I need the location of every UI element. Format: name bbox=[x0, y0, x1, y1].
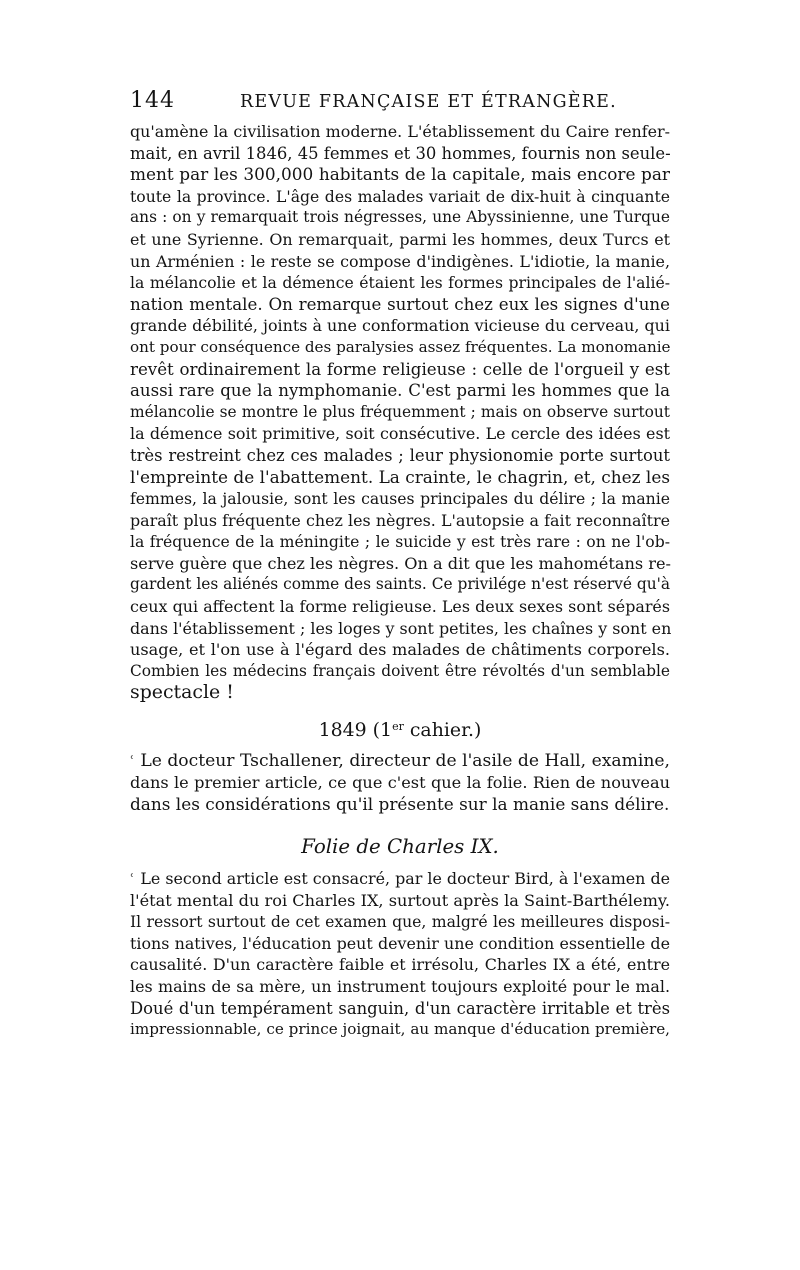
text-line: usage, et l'on use à l'égard des malades de châtiments corporels. bbox=[130, 640, 670, 660]
heading-year: 1849 bbox=[318, 719, 367, 742]
paragraph-asylum-cairo bbox=[130, 121, 670, 704]
text-line: paraît plus fréquente chez les nègres. L'autopsie a fait reconnaître bbox=[130, 510, 670, 530]
text-line: l'état mental du roi Charles IX, surtout après la Saint-Barthélemy. bbox=[130, 890, 670, 910]
text-line: Doué d'un tempérament sanguin, d'un caractère irritable et très bbox=[130, 998, 670, 1018]
paragraph-charles-ix bbox=[130, 868, 670, 1041]
text-line: la démence soit primitive, soit consécutive. Le cercle des idées est bbox=[130, 424, 670, 444]
text-line: la mélancolie et la démence étaient les formes principales de l'alié- bbox=[130, 273, 670, 293]
text-line: nation mentale. On remarque surtout chez eux les signes d'une bbox=[130, 294, 670, 314]
text-line: dans le premier article, ce que c'est que la folie. Rien de nouveau bbox=[130, 773, 670, 793]
text-line: impressionnable, ce prince joignait, au manque d'éducation première, bbox=[130, 1020, 670, 1039]
text-line: Combien les médecins français doivent être révoltés d'un semblable bbox=[130, 661, 670, 680]
running-title: REVUE FRANÇAISE ET ÉTRANGÈRE. bbox=[240, 92, 617, 112]
text-line: tions natives, l'éducation peut devenir une condition essentielle de bbox=[130, 933, 670, 953]
text-line bbox=[130, 751, 670, 773]
text-line: femmes, la jalousie, sont les causes principales du délire ; la manie bbox=[130, 489, 670, 509]
paragraph-tschallener bbox=[130, 751, 670, 816]
text-line: l'empreinte de l'abattement. La crainte, le chagrin, et, chez les bbox=[130, 466, 670, 487]
text-line: qu'amène la civilisation moderne. L'établissement du Caire renfer- bbox=[130, 122, 670, 141]
margin-mark: ʿ bbox=[130, 872, 135, 888]
text-line: grande débilité, joints à une conformation vicieuse du cerveau, qui bbox=[130, 316, 670, 336]
text-line: serve guère que chez les nègres. On a dit que les mahométans re- bbox=[130, 553, 671, 573]
heading-superscript: er bbox=[392, 720, 404, 734]
section-heading-folie: Folie de Charles IX. bbox=[301, 835, 499, 859]
text-line: toute la province. L'âge des malades variait de dix-huit à cinquante bbox=[130, 186, 670, 206]
text-line: ment par les 300,000 habitants de la capitale, mais encore par bbox=[130, 164, 670, 185]
text-line: aussi rare que la nymphomanie. C'est parmi les hommes que la bbox=[130, 381, 670, 401]
text-line: très restreint chez ces malades ; leur physionomie porte surtout bbox=[130, 445, 670, 465]
text-line: ceux qui affectent la forme religieuse. Les deux sexes sont séparés bbox=[130, 597, 670, 617]
text-line: la fréquence de la méningite ; le suicide y est très rare : on ne l'ob- bbox=[130, 532, 670, 552]
line-text: Le second article est consacré, par le docteur Bird, à l'examen de bbox=[140, 869, 671, 888]
heading-label: cahier.) bbox=[403, 719, 482, 742]
text-line: revêt ordinairement la forme religieuse : celle de l'orgueil y est bbox=[130, 359, 670, 379]
text-line: les mains de sa mère, un instrument toujours exploité pour le mal. bbox=[130, 976, 670, 996]
text-line: Il ressort surtout de cet examen que, malgré les meilleures disposi- bbox=[130, 912, 670, 932]
heading-number: (1 bbox=[372, 719, 393, 742]
text-line: spectacle ! bbox=[130, 681, 234, 704]
page-header bbox=[130, 88, 670, 116]
page-number: 144 bbox=[130, 88, 175, 113]
text-line: mélancolie se montre le plus fréquemment ; mais on observe surtout bbox=[130, 402, 670, 421]
text-line: dans les considérations qu'il présente sur la manie sans délire. bbox=[130, 793, 670, 814]
text-line: causalité. D'un caractère faible et irrésolu, Charles IX a été, entre bbox=[130, 955, 670, 975]
text-line: ont pour conséquence des paralysies assez fréquentes. La monomanie bbox=[130, 337, 671, 356]
text-line: mait, en avril 1846, 45 femmes et 30 hommes, fournis non seule- bbox=[130, 143, 671, 163]
line-text: Le docteur Tschallener, directeur de l'asile de Hall, examine, bbox=[140, 750, 670, 771]
text-line bbox=[130, 868, 670, 890]
text-line: dans l'établissement ; les loges y sont petites, les chaînes y sont en bbox=[130, 618, 672, 638]
margin-mark: ʿ bbox=[130, 753, 135, 770]
text-line: un Arménien : le reste se compose d'indigènes. L'idiotie, la manie, bbox=[130, 251, 670, 271]
section-heading-1849 bbox=[130, 720, 670, 742]
text-block bbox=[130, 121, 670, 1041]
text-line: gardent les aliénés comme des saints. Ce privilége n'est réservé qu'à bbox=[130, 575, 671, 594]
text-line: ans : on y remarquait trois négresses, une Abyssinienne, une Turque bbox=[130, 208, 670, 227]
text-line: et une Syrienne. On remarquait, parmi les hommes, deux Turcs et bbox=[130, 229, 670, 249]
